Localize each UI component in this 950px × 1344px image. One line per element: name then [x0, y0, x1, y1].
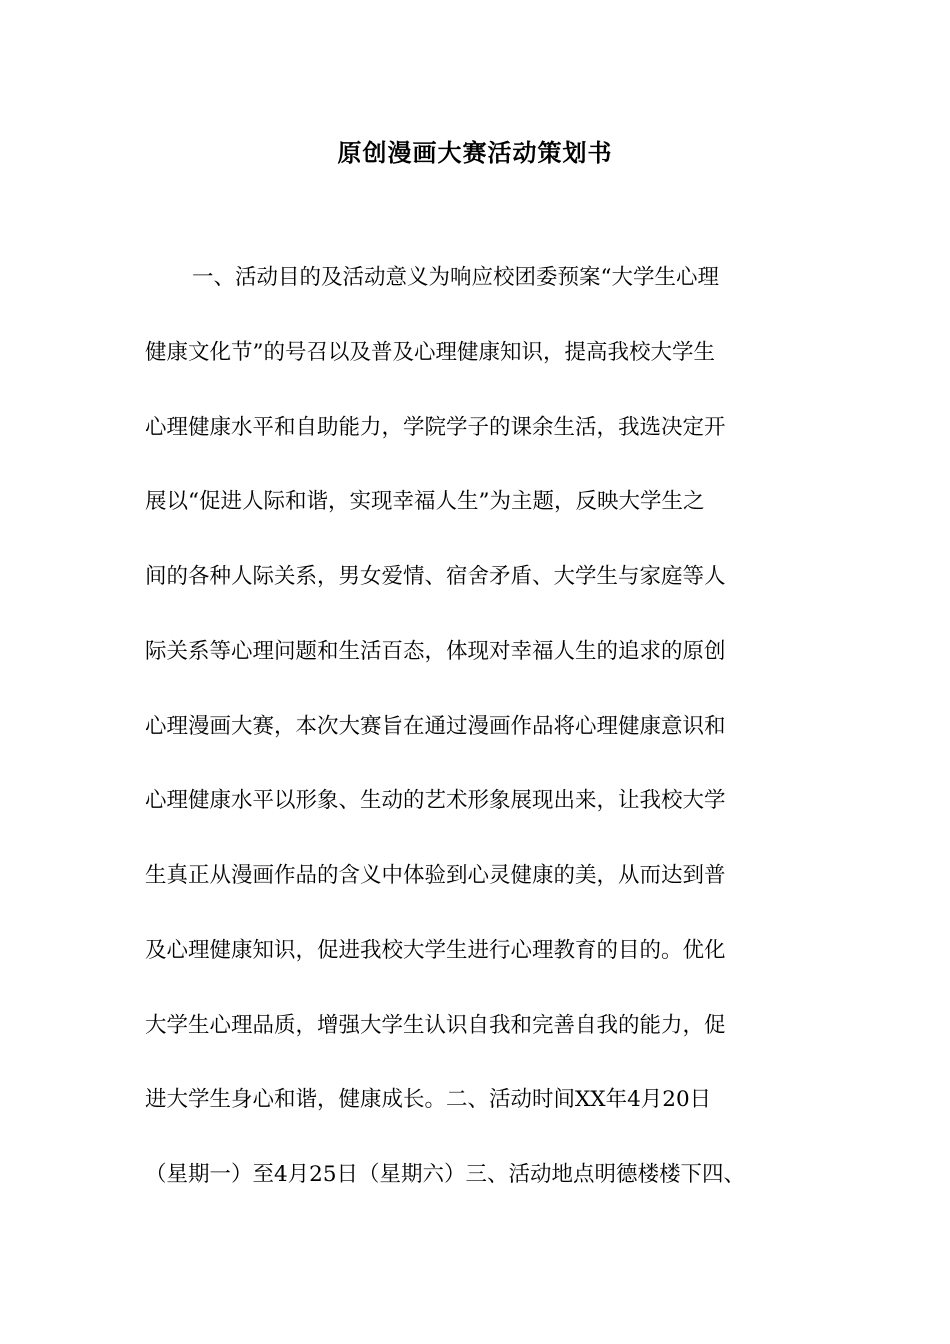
paragraph-line: 心理漫画大赛，本次大赛旨在通过漫画作品将心理健康意识和	[145, 713, 726, 739]
paragraph-line: 生真正从漫画作品的含义中体验到心灵健康的美，从而达到普	[145, 863, 726, 888]
paragraph-line: 间的各种人际关系，男女爱情、宿舍矛盾、大学生与家庭等人	[145, 564, 726, 589]
document-body	[145, 258, 825, 1230]
paragraph-line: 展以“促进人际和谐，实现幸福人生”为主题，反映大学生之	[145, 489, 705, 515]
paragraph-line: 健康文化节”的号召以及普及心理健康知识，提高我校大学生	[145, 339, 715, 365]
paragraph-line: 际关系等心理问题和生活百态，体现对幸福人生的追求的原创	[145, 638, 726, 664]
paragraph-line: 大学生心理品质，增强大学生认识自我和完善自我的能力，促	[145, 1012, 726, 1038]
document-title: 原创漫画大赛活动策划书	[337, 138, 613, 167]
paragraph-line: 心理健康水平以形象、生动的艺术形象展现出来，让我校大学	[145, 788, 726, 814]
paragraph-line: 进大学生身心和谐，健康成长。二、活动时间XX年4月20日	[145, 1087, 712, 1113]
paragraph-line: 及心理健康知识，促进我校大学生进行心理教育的目的。优化	[145, 937, 726, 963]
paragraph-line: 心理健康水平和自助能力，学院学子的课余生活，我选决定开	[145, 414, 726, 440]
paragraph-line: （星期一）至4月25日（星期六）三、活动地点明德楼楼下四、	[145, 1162, 746, 1187]
paragraph-line: 一、活动目的及活动意义为响应校团委预案“大学生心理	[192, 265, 719, 290]
